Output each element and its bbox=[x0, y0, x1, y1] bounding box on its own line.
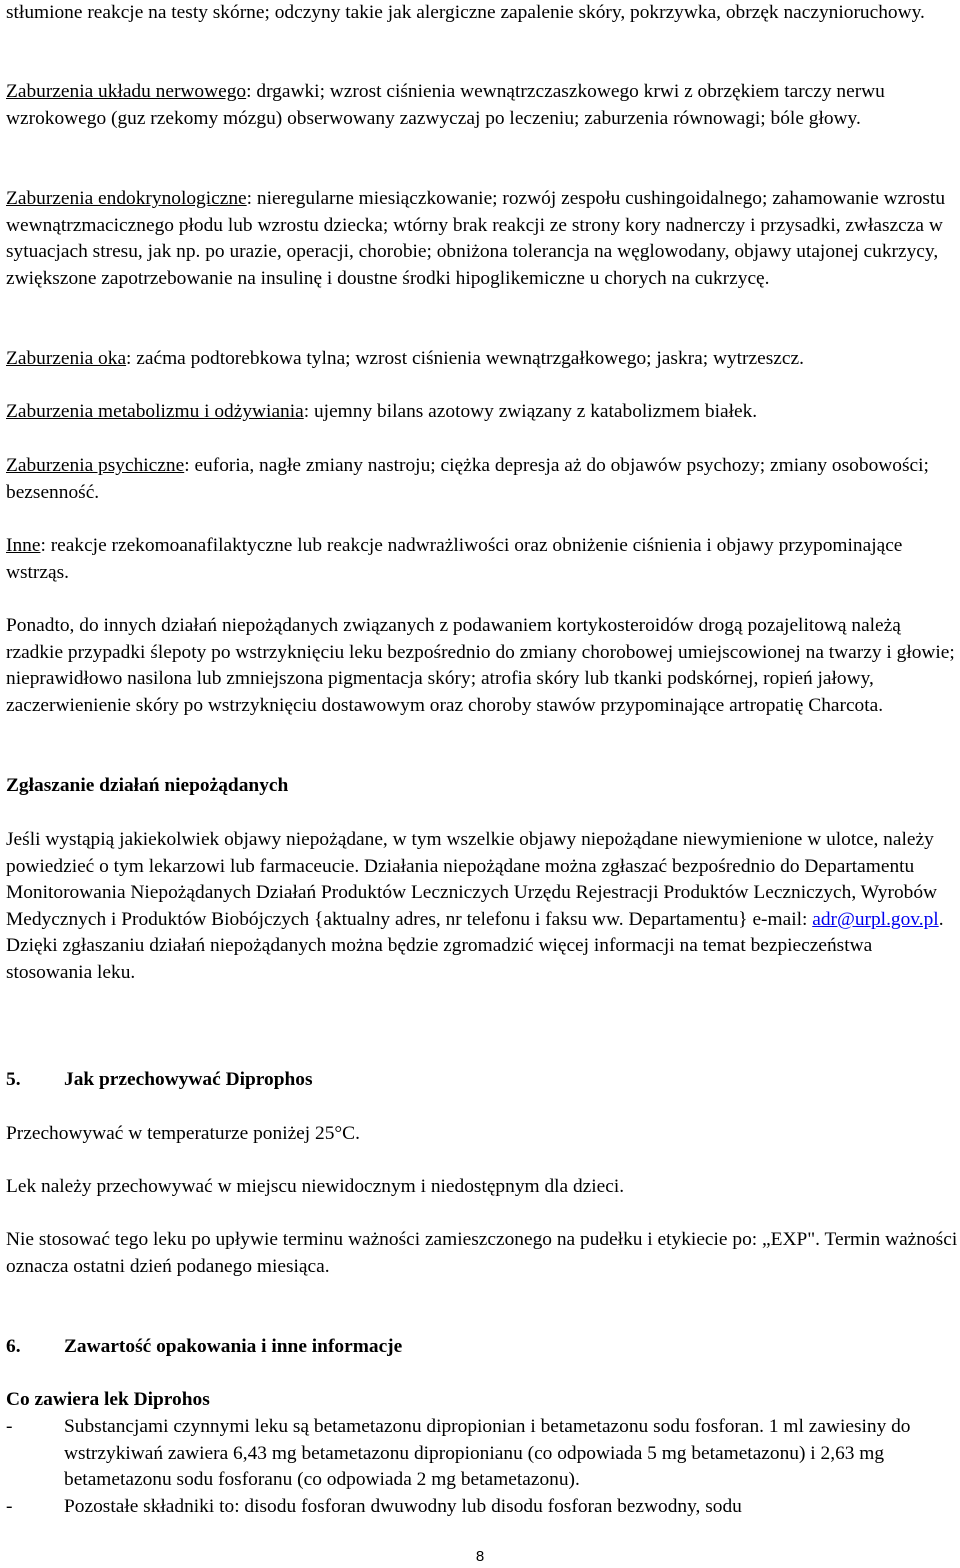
section-5-number: 5. bbox=[6, 1069, 21, 1090]
metabolism-paragraph: Zaburzenia metabolizmu i odżywiania: ujemny bilans azotowy związany z katabolizmem białek. bbox=[6, 401, 758, 422]
psychiatric-paragraph: Zaburzenia psychiczne: euforia, nagłe zmiany nastroju; ciężka depresja aż do objawów psychozy; zmiany osobowości; bezsenność. bbox=[6, 455, 929, 503]
metabolism-label: Zaburzenia metabolizmu i odżywiania bbox=[6, 401, 304, 422]
storage-expiry: Nie stosować tego leku po upływie terminu ważności zamieszczonego na pudełku i etykiecie po: „EXP". Termin ważności oznacza ostatni dzień podanego miesiąca. bbox=[6, 1229, 958, 1277]
section-5-title: Jak przechowywać Diprophos bbox=[64, 1069, 313, 1090]
composition-subheading: Co zawiera lek Diprohos bbox=[6, 1389, 210, 1410]
eye-label: Zaburzenia oka bbox=[6, 348, 127, 369]
list-item bbox=[6, 1414, 958, 1494]
other-paragraph: Inne: reakcje rzekomoanafilaktyczne lub reakcje nadwrażliwości oraz obniżenie ciśnienia i objawy przypominające wstrząs. bbox=[6, 535, 903, 583]
psychiatric-label: Zaburzenia psychiczne bbox=[6, 455, 185, 476]
additional-effects-paragraph: Ponadto, do innych działań niepożądanych związanych z podawaniem kortykosteroidów drogą pozajelitową należą rzadkie przypadki ślepoty po wstrzyknięciu leku bezpośrednio do zmiany chorobowej umiejscowionej na twarzy i głowie; nieprawidłowo nasilona lub zmniejszona pigmentacja skóry; atrofia skóry lub tkanki podskórnej, ropień jałowy, zaczerwienienie skóry po wstrzyknięciu dostawowym oraz choroby stawów przypominające artropatię Charcota. bbox=[6, 615, 955, 716]
list-bullet: - bbox=[6, 1496, 13, 1517]
endocrine-label: Zaburzenia endokrynologiczne bbox=[6, 188, 247, 209]
list-bullet: - bbox=[6, 1416, 13, 1437]
nervous-system-label: Zaburzenia układu nerwowego bbox=[6, 81, 247, 102]
list-item-text: Substancjami czynnymi leku są betametazonu dipropionian i betametazonu sodu fosforan. 1 ml zawiesiny do wstrzykiwań zawiera 6,43 mg betametazonu dipropionianu (co odpowiada 5 mg betametazonu) i 2,63 mg betametazonu sodu fosforanu (co odpowiada 2 mg betametazonu). bbox=[64, 1416, 911, 1491]
nervous-system-paragraph: Zaburzenia układu nerwowego: drgawki; wzrost ciśnienia wewnątrzczaszkowego krwi z obrzękiem tarczy nerwu wzrokowego (guz rzekomy mózgu) obserwowany zazwyczaj po leczeniu; zaburzenia równowagi; bóle głowy. bbox=[6, 81, 885, 129]
email-link[interactable]: adr@urpl.gov.pl bbox=[812, 908, 939, 930]
section-6-heading bbox=[6, 1334, 958, 1361]
reporting-heading: Zgłaszanie działań niepożądanych bbox=[6, 775, 289, 796]
storage-temperature: Przechowywać w temperaturze poniżej 25°C. bbox=[6, 1123, 360, 1144]
other-label: Inne bbox=[6, 535, 41, 556]
page-number: 8 bbox=[475, 1548, 485, 1565]
section-6-title: Zawartość opakowania i inne informacje bbox=[64, 1336, 403, 1357]
reporting-paragraph: Jeśli wystąpią jakiekolwiek objawy niepożądane, w tym wszelkie objawy niepożądane niewymienione w ulotce, należy powiedzieć o tym lekarzowi lub farmaceucie. Działania niepożądane można zgłaszać bezpośrednio do Departamentu Monitorowania Niepożądanych Działań Produktów Leczniczych Urzędu Rejestracji Produktów Leczniczych, Wyrobów Medycznych i Produktów Biobójczych {aktualny adres, nr telefonu i faksu ww. Departamentu} e-mail: adr@urpl.gov.pl. Dzięki zgłaszaniu działań niepożądanych można będzie zgromadzić więcej informacji na temat bezpieczeństwa stosowania leku. bbox=[6, 829, 944, 983]
eye-paragraph: Zaburzenia oka: zaćma podtorebkowa tylna; wzrost ciśnienia wewnątrzgałkowego; jaskra; wytrzeszcz. bbox=[6, 348, 804, 369]
section-5-heading bbox=[6, 1067, 958, 1094]
endocrine-paragraph: Zaburzenia endokrynologiczne: nieregularne miesiączkowanie; rozwój zespołu cushingoidalnego; zahamowanie wzrostu wewnątrzmacicznego płodu lub wzrostu dziecka; wtórny brak reakcji ze strony kory nadnerczy i przysadki, zwłaszcza w sytuacjach stresu, jak np. po urazie, operacji, chorobie; obniżona tolerancja na węglowodany, objawy utajonej cukrzycy, zwiększone zapotrzebowanie na insulinę i doustne środki hipoglikemiczne u chorych na cukrzycę. bbox=[6, 188, 946, 289]
storage-children: Lek należy przechowywać w miejscu niewidocznym i niedostępnym dla dzieci. bbox=[6, 1176, 625, 1197]
list-item bbox=[6, 1494, 958, 1521]
intro-paragraph: stłumione reakcje na testy skórne; odczyny takie jak alergiczne zapalenie skóry, pokrzywka, obrzęk naczynioruchowy. bbox=[6, 2, 925, 23]
list-item-text: Pozostałe składniki to: disodu fosforan dwuwodny lub disodu fosforan bezwodny, sodu bbox=[64, 1496, 742, 1517]
section-6-number: 6. bbox=[6, 1336, 21, 1357]
